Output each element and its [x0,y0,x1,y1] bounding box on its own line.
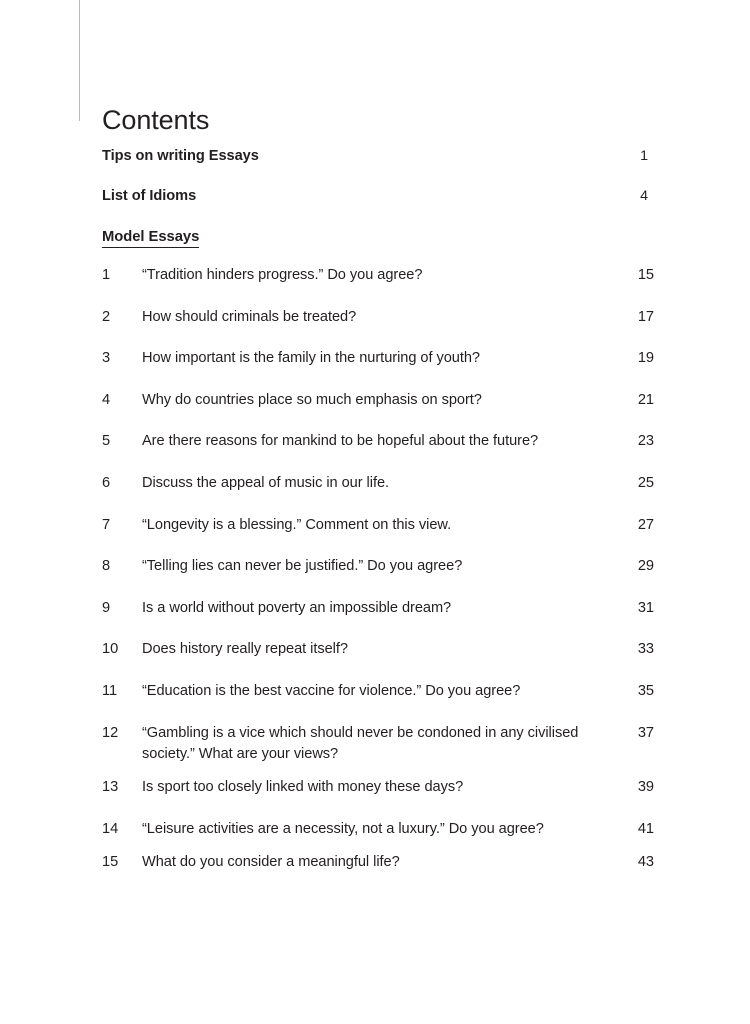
essay-row[interactable] [102,556,654,577]
essay-title: Is a world without poverty an impossible dream? [142,599,452,616]
essay-title: Does history really repeat itself? [142,641,348,658]
front-matter-page-number: 1 [640,148,648,164]
essay-page-number: 35 [637,682,654,699]
front-matter-row[interactable] [102,188,648,228]
essay-title: Why do countries place so much emphasis on sport? [142,391,482,408]
essay-number: 8 [102,558,111,575]
essay-number: 14 [102,820,119,837]
front-matter-label: List of Idioms [102,187,197,204]
essay-row[interactable] [102,777,654,798]
essay-row[interactable] [102,348,654,369]
essay-page-number: 23 [637,433,654,450]
essay-row[interactable] [102,390,654,411]
section-heading-model-essays [102,229,199,245]
essay-page-number: 41 [637,820,654,837]
essay-title: “Education is the best vaccine for violence.” Do you agree? [142,682,521,699]
essay-title: “Leisure activities are a necessity, not a luxury.” Do you agree? [142,820,544,837]
essay-page-number: 17 [637,308,654,325]
essay-row[interactable] [102,515,654,536]
essay-page-number: 21 [637,391,654,408]
front-matter-page-number: 4 [640,187,648,204]
essay-number: 3 [102,350,111,367]
essay-title: Are there reasons for mankind to be hopeful about the future? [142,433,539,450]
essay-page-number: 31 [637,599,654,616]
essay-list [102,265,654,894]
essay-row[interactable] [102,681,654,702]
essay-page-number: 25 [637,474,654,491]
essay-row[interactable] [102,307,654,328]
essay-row[interactable] [102,598,654,619]
essay-page-number: 43 [637,854,654,871]
essay-number: 9 [102,599,111,616]
essay-number: 5 [102,433,111,450]
essay-number: 7 [102,516,111,533]
essay-number: 1 [102,267,111,283]
page-title: Contents [102,105,210,136]
essay-title: How important is the family in the nurturing of youth? [142,350,480,367]
margin-rule-decoration [79,0,80,121]
essay-page-number: 39 [637,779,654,796]
essay-number: 10 [102,641,119,658]
essay-title: “Gambling is a vice which should never be condoned in any civilised society.” What are your views? [142,724,579,762]
essay-title: “Tradition hinders progress.” Do you agree? [142,267,423,283]
essay-number: 2 [102,308,111,325]
essay-title: What do you consider a meaningful life? [142,854,400,871]
essay-number: 15 [102,854,119,871]
section-heading-label: Model Essays [102,229,199,248]
essay-page-number: 19 [637,350,654,367]
essay-number: 6 [102,474,111,491]
essay-page-number: 33 [637,641,654,658]
essay-row[interactable] [102,431,654,452]
essay-row[interactable] [102,819,654,840]
essay-page-number: 15 [637,267,654,283]
front-matter-label: Tips on writing Essays [102,148,259,164]
essay-row[interactable] [102,265,654,286]
front-matter-row[interactable] [102,148,648,188]
essay-title: “Longevity is a blessing.” Comment on this view. [142,516,452,533]
essay-row[interactable] [102,639,654,660]
essay-row[interactable] [102,723,654,765]
front-matter-list [102,148,648,227]
essay-number: 12 [102,724,119,741]
essay-number: 4 [102,391,111,408]
essay-number: 11 [102,682,118,699]
essay-title: How should criminals be treated? [142,308,357,325]
essay-row[interactable] [102,473,654,494]
essay-page-number: 27 [637,516,654,533]
essay-page-number: 29 [637,558,654,575]
essay-title: “Telling lies can never be justified.” Do you agree? [142,558,463,575]
essay-number: 13 [102,779,119,796]
essay-title: Discuss the appeal of music in our life. [142,474,390,491]
essay-title: Is sport too closely linked with money these days? [142,779,464,796]
essay-page-number: 37 [637,724,654,741]
essay-row[interactable] [102,852,654,873]
